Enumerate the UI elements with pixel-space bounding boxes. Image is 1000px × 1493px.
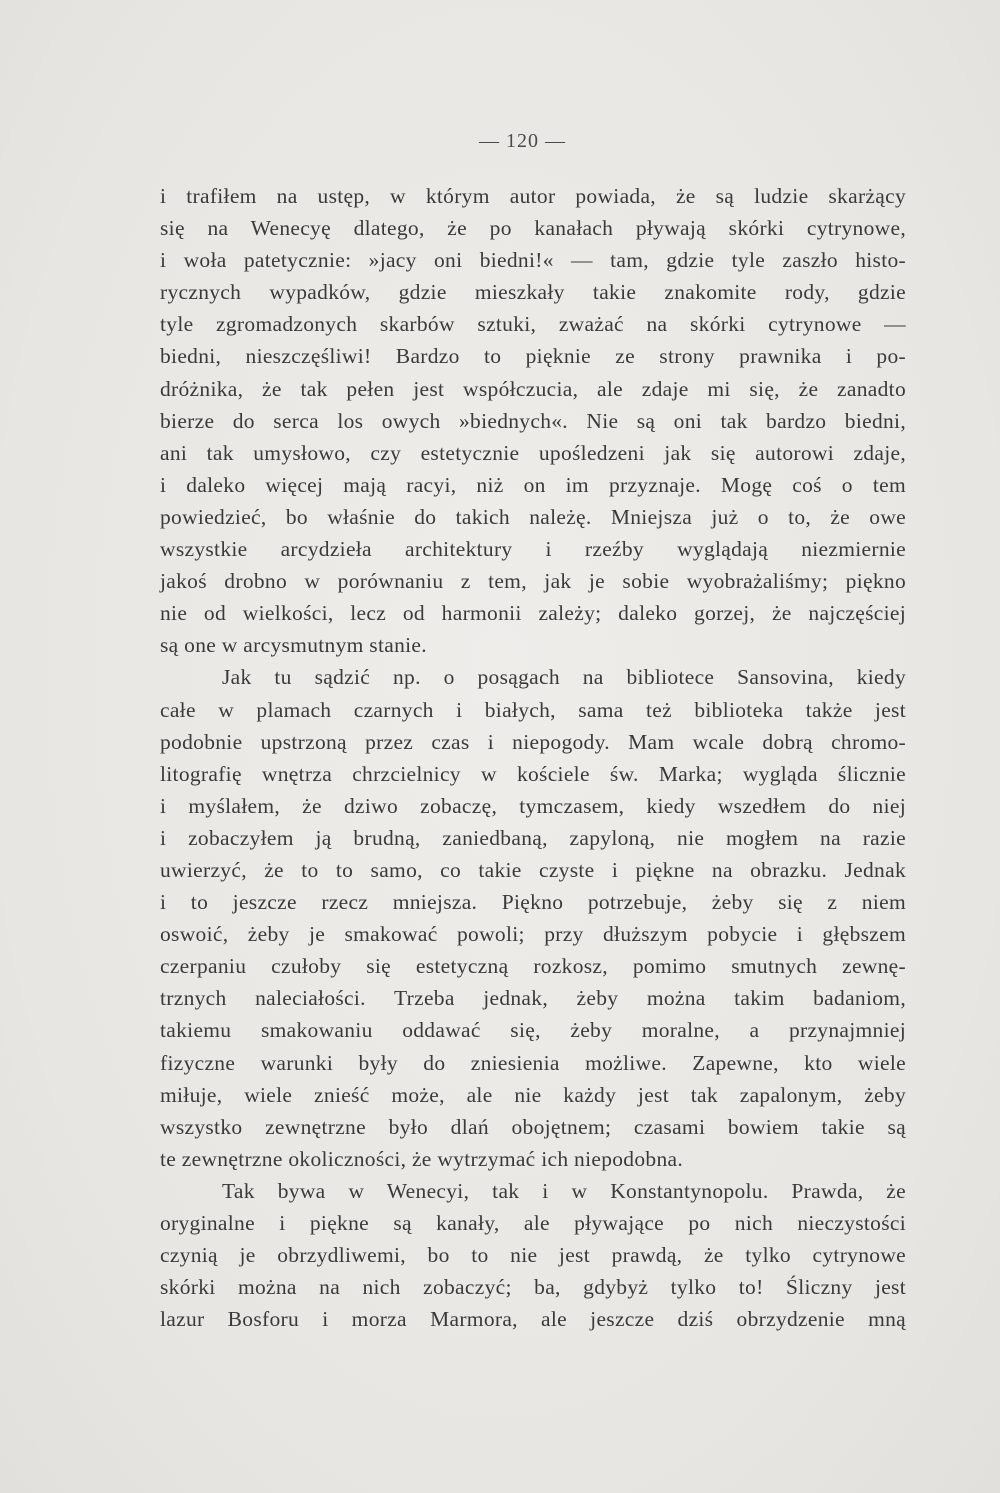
text-line: są one w arcysmutnym stanie. (160, 633, 427, 658)
text-line: i to jeszcze rzecz mniejsza. Piękno potrzebuje, żeby się z niem (160, 890, 906, 915)
body-text (160, 180, 906, 1335)
text-line: dróżnika, że tak pełen jest współczucia, ale zdaje mi się, że zanadto (160, 376, 906, 401)
text-line: i zobaczyłem ją brudną, zaniedbaną, zapyloną, nie mogłem na razie (160, 825, 906, 850)
text-line: tyle zgromadzonych skarbów sztuki, zważać na skórki cytrynowe — (160, 312, 906, 337)
text-line: i myślałem, że dziwo zobaczę, tymczasem, kiedy wszedłem do niej (160, 793, 906, 818)
text-line: wszystko zewnętrzne było dlań obojętnem; czasami bowiem takie są (160, 1114, 906, 1139)
text-line: te zewnętrzne okoliczności, że wytrzymać ich niepodobna. (160, 1146, 684, 1171)
text-line: uwierzyć, że to to samo, co takie czyste i piękne na obrazku. Jednak (160, 857, 906, 882)
text-line: takiemu smakowaniu oddawać się, żeby moralne, a przynajmniej (160, 1018, 906, 1043)
text-line: bierze do serca los owych »biednych«. Nie są oni tak bardzo biedni, (160, 408, 906, 433)
text-line: podobnie upstrzoną przez czas i niepogody. Mam wcale dobrą chromo- (160, 729, 906, 754)
text-line: się na Wenecyę dlatego, że po kanałach pływają skórki cytrynowe, (160, 216, 906, 241)
text-line: jakoś drobno w porównaniu z tem, jak je sobie wyobrażaliśmy; piękno (160, 569, 906, 594)
text-line: Jak tu sądzić np. o posągach na bibliotece Sansovina, kiedy (222, 665, 906, 690)
text-line: nie od wielkości, lecz od harmonii zależy; daleko gorzej, że najczęściej (160, 601, 906, 626)
text-line: całe w plamach czarnych i białych, sama też biblioteka także jest (160, 697, 906, 722)
text-line: fizyczne warunki były do zniesienia możliwe. Zapewne, kto wiele (160, 1050, 906, 1075)
text-line: oryginalne i piękne są kanały, ale pływające po nich nieczystości (160, 1211, 906, 1235)
text-line: i daleko więcej mają racyi, niż on im przyznaje. Mogę coś o tem (160, 472, 906, 497)
text-line: skórki można na nich zobaczyć; ba, gdybyż tylko to! Śliczny jest (160, 1275, 906, 1300)
text-line: trznych naleciałości. Trzeba jednak, żeby można takim badaniom, (160, 986, 906, 1011)
text-line: i woła patetycznie: »jacy oni biedni!« — tam, gdzie tyle zaszło histo- (160, 248, 906, 273)
page-number: — 120 — (479, 130, 566, 152)
text-line: wszystkie arcydzieła architektury i rzeźby wyglądają niezmiernie (160, 537, 906, 562)
text-line: czynią je obrzydliwemi, bo to nie jest prawdą, że tylko cytrynowe (160, 1243, 906, 1268)
text-line: lazur Bosforu i morza Marmora, ale jeszcze dziś obrzydzenie mną (160, 1307, 906, 1332)
text-line: ani tak umysłowo, czy estetycznie upośledzeni jak się autorowi zdaje, (160, 440, 906, 465)
text-line: powiedzieć, bo właśnie do takich należę. Mniejsza już o to, że owe (160, 504, 906, 529)
text-line: Tak bywa w Wenecyi, tak i w Konstantynopolu. Prawda, że (222, 1178, 906, 1203)
text-line: oswoić, żeby je smakować powoli; przy dłuższym pobycie i głębszem (160, 922, 906, 947)
text-line: rycznych wypadków, gdzie mieszkały takie znakomite rody, gdzie (160, 280, 906, 305)
text-line: litografię wnętrza chrzcielnicy w kościele św. Marka; wygląda ślicznie (160, 761, 906, 786)
text-line: i trafiłem na ustęp, w którym autor powiada, że są ludzie skarżący (160, 184, 906, 208)
text-line: czerpaniu czułoby się estetyczną rozkosz, pomimo smutnych zewnę- (160, 954, 906, 979)
text-line: biedni, nieszczęśliwi! Bardzo to pięknie ze strony prawnika i po- (160, 344, 906, 369)
text-line: miłuje, wiele znieść może, ale nie każdy jest tak zapalonym, żeby (160, 1082, 906, 1107)
